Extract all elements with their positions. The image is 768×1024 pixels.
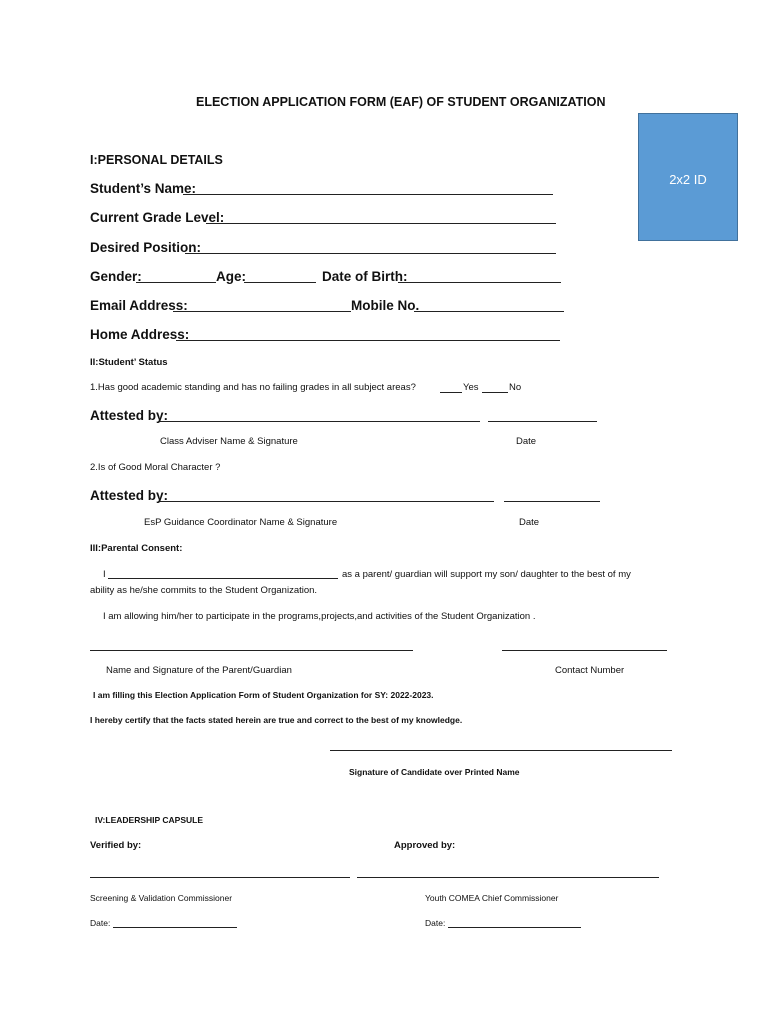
parent-signature-field[interactable]	[90, 650, 413, 651]
yes-answer-field[interactable]	[440, 392, 462, 393]
date-field-right[interactable]	[448, 927, 581, 928]
coordinator-date-field[interactable]	[504, 501, 600, 502]
participation-statement: I am allowing him/her to participate in the programs,projects,and activities of the Student Organization .	[103, 611, 536, 622]
age-label: Age:	[216, 269, 246, 284]
student-name-field[interactable]	[183, 194, 553, 195]
date-label-right: Date:	[425, 918, 446, 928]
approved-by-label: Approved by:	[394, 840, 456, 851]
desired-position-label: Desired Position:	[90, 240, 202, 255]
section-parental-consent-heading: III:Parental Consent:	[90, 543, 183, 554]
photo-placeholder	[638, 113, 738, 241]
coordinator-signature-field[interactable]	[160, 501, 494, 502]
photo-placeholder-label: 2x2 ID	[669, 172, 707, 187]
mobile-field[interactable]	[414, 311, 564, 312]
gender-label: Gender:	[90, 269, 142, 284]
attested-by-label-2: Attested by:	[90, 488, 169, 503]
mobile-label: Mobile No.	[351, 298, 420, 313]
yes-label: Yes	[463, 382, 479, 393]
student-name-label: Student’s Name:	[90, 181, 197, 196]
desired-position-field[interactable]	[185, 253, 556, 254]
section-leadership-capsule-heading: IV:LEADERSHIP CAPSULE	[95, 815, 204, 825]
adviser-caption: Class Adviser Name & Signature	[160, 436, 298, 447]
coordinator-caption: EsP Guidance Coordinator Name & Signature	[144, 517, 338, 528]
home-address-field[interactable]	[176, 340, 560, 341]
contact-number-field[interactable]	[502, 650, 667, 651]
contact-caption: Contact Number	[555, 665, 625, 676]
parent-name-field[interactable]	[108, 578, 338, 579]
home-address-label: Home Address:	[90, 327, 190, 342]
approver-signature-field[interactable]	[357, 877, 659, 878]
grade-level-label: Current Grade Level:	[90, 210, 225, 225]
no-label: No	[509, 382, 522, 393]
no-answer-field[interactable]	[482, 392, 508, 393]
certify-statement: I hereby certify that the facts stated herein are true and correct to the best of my knowledge.	[90, 715, 463, 725]
consent-i: I	[103, 569, 106, 580]
dob-field[interactable]	[398, 282, 561, 283]
candidate-signature-field[interactable]	[330, 750, 672, 751]
parent-caption: Name and Signature of the Parent/Guardian	[106, 665, 292, 676]
date-caption-1: Date	[516, 436, 537, 447]
filling-statement: I am filling this Election Application Form of Student Organization for SY: 2022-2023.	[93, 690, 434, 700]
verifier-signature-field[interactable]	[90, 877, 350, 878]
chief-commissioner-caption: Youth COMEA Chief Commissioner	[425, 893, 559, 903]
consent-statement: as a parent/ guardian will support my son/ daughter to the best of my	[342, 569, 631, 580]
section-student-status-heading: II:Student’ Status	[90, 357, 168, 368]
gender-field[interactable]	[136, 282, 216, 283]
section-personal-details-heading: I:PERSONAL DETAILS	[90, 153, 223, 167]
adviser-signature-field[interactable]	[160, 421, 480, 422]
date-field-left[interactable]	[113, 927, 237, 928]
date-caption-2: Date	[519, 517, 540, 528]
grade-level-field[interactable]	[206, 223, 556, 224]
date-label-left: Date:	[90, 918, 111, 928]
consent-statement-cont: ability as he/she commits to the Student Organization.	[90, 585, 318, 596]
verified-by-label: Verified by:	[90, 840, 142, 851]
email-label: Email Address:	[90, 298, 188, 313]
candidate-caption: Signature of Candidate over Printed Name	[349, 767, 520, 777]
question-academic-standing: 1.Has good academic standing and has no failing grades in all subject areas?	[90, 382, 416, 393]
screening-commissioner-caption: Screening & Validation Commissioner	[90, 893, 233, 903]
attested-by-label-1: Attested by:	[90, 408, 169, 423]
email-field[interactable]	[173, 311, 351, 312]
dob-label: Date of Birth:	[322, 269, 408, 284]
question-moral-character: 2.Is of Good Moral Character ?	[90, 462, 221, 473]
age-field[interactable]	[244, 282, 316, 283]
adviser-date-field[interactable]	[488, 421, 597, 422]
form-title: ELECTION APPLICATION FORM (EAF) OF STUDENT ORGANIZATION	[196, 95, 606, 109]
